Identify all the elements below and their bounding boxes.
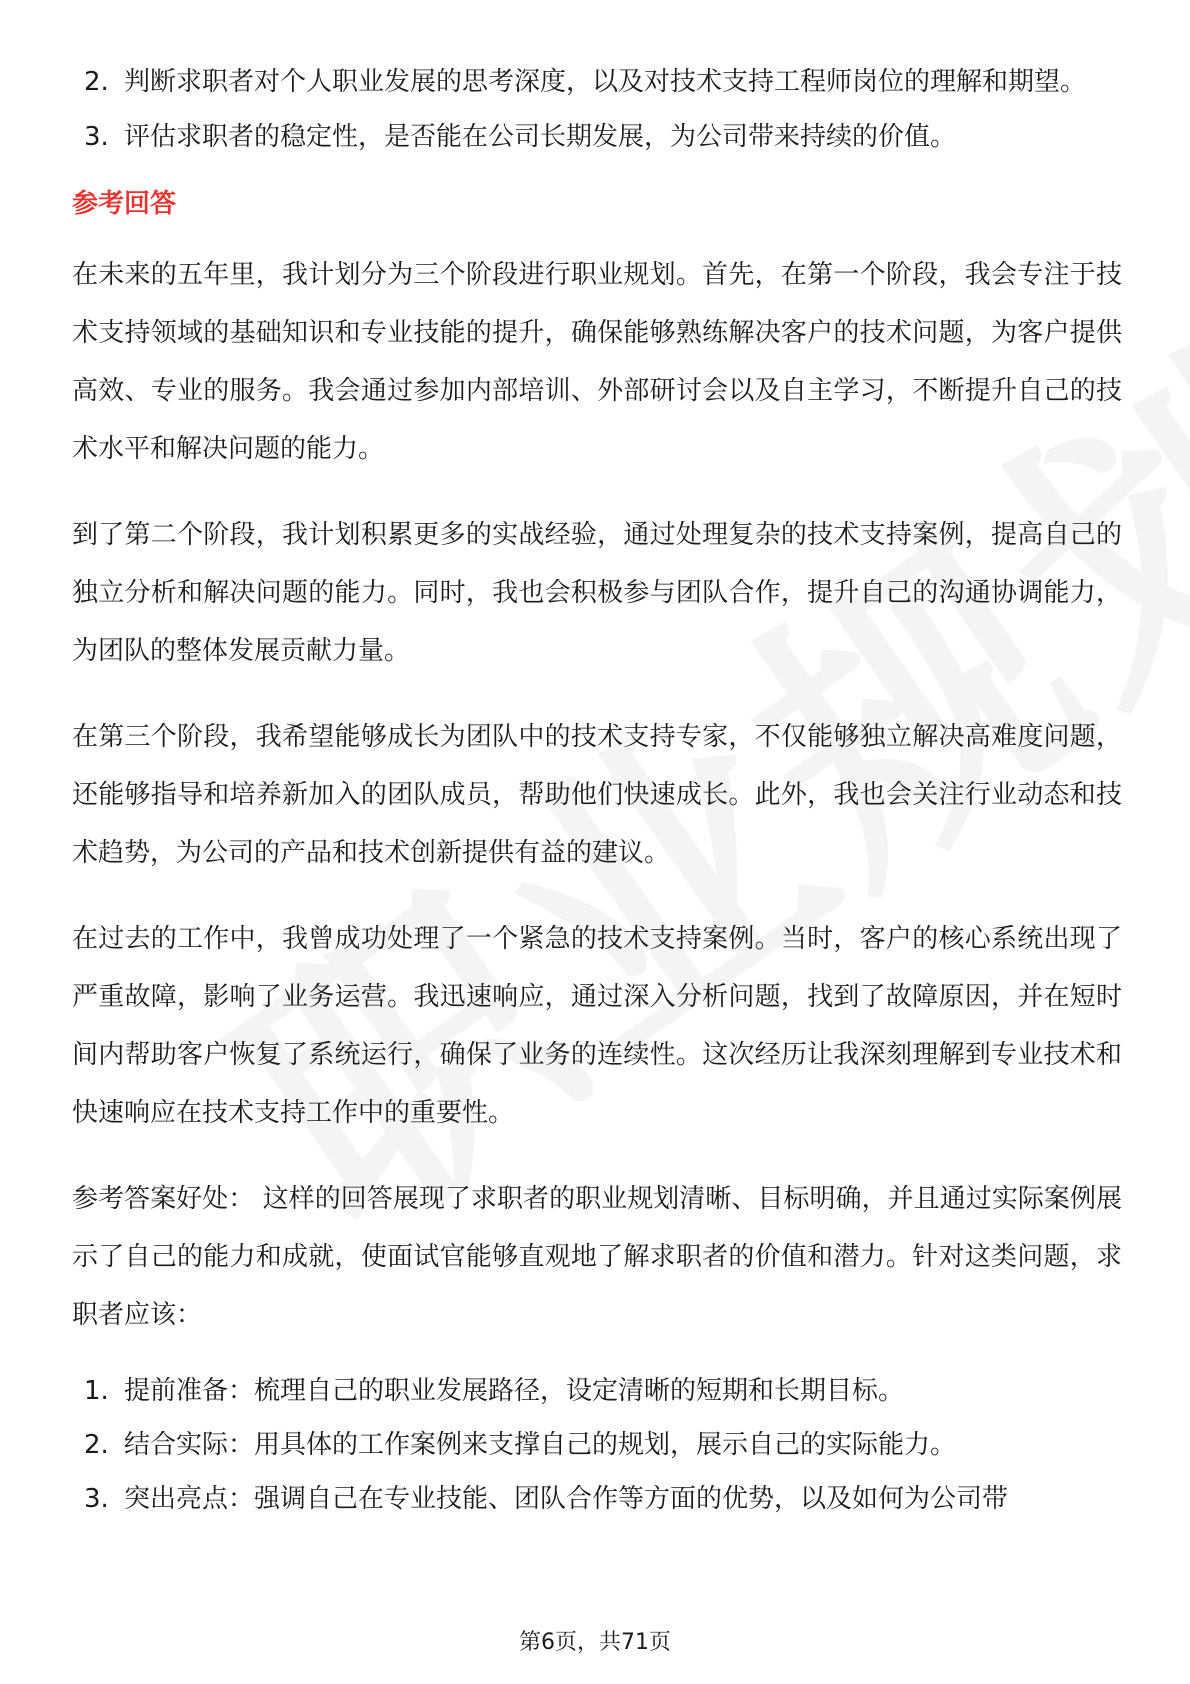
list-item xyxy=(72,1472,1122,1526)
list-item xyxy=(72,110,1122,165)
list-text: 结合实际：用具体的工作案例来支撑自己的规划，展示自己的实际能力。 xyxy=(124,1430,957,1460)
answer-paragraph: 在过去的工作中，我曾成功处理了一个紧急的技术支持案例。当时，客户的核心系统出现了严重故障，影响了业务运营。我迅速响应，通过深入分析问题，找到了故障原因，并在短时间内帮助客户恢复了系统运行，确保了业务的连续性。这次经历让我深刻理解到专业技术和快速响应在技术支持工作中的重要性。 xyxy=(72,924,1122,1128)
criteria-list xyxy=(72,55,1122,165)
list-number: 3. xyxy=(84,1484,109,1514)
list-text: 突出亮点：强调自己在专业技能、团队合作等方面的优势，以及如何为公司带 xyxy=(124,1484,1009,1514)
answer-paragraph: 在未来的五年里，我计划分为三个阶段进行职业规划。首先，在第一个阶段，我会专注于技术支持领域的基础知识和专业技能的提升，确保能够熟练解决客户的技术问题，为客户提供高效、专业的服务。我会通过参加内部培训、外部研讨会以及自主学习，不断提升自己的技术水平和解决问题的能力。 xyxy=(72,260,1122,464)
list-text: 提前准备：梳理自己的职业发展路径，设定清晰的短期和长期目标。 xyxy=(124,1376,905,1406)
list-item xyxy=(72,55,1122,110)
list-number: 2. xyxy=(84,67,109,97)
benefit-paragraph: 参考答案好处： 这样的回答展现了求职者的职业规划清晰、目标明确，并且通过实际案例展示了自己的能力和成就，使面试官能够直观地了解求职者的价值和潜力。针对这类问题，求职者应该： xyxy=(72,1184,1122,1330)
page-content xyxy=(72,55,1122,1526)
list-item xyxy=(72,1364,1122,1418)
answer-paragraph: 在第三个阶段，我希望能够成长为团队中的技术支持专家，不仅能够独立解决高难度问题，还能够指导和培养新加入的团队成员，帮助他们快速成长。此外，我也会关注行业动态和技术趋势，为公司的产品和技术创新提供有益的建议。 xyxy=(72,722,1122,868)
answer-paragraph: 到了第二个阶段，我计划积累更多的实战经验，通过处理复杂的技术支持案例，提高自己的独立分析和解决问题的能力。同时，我也会积极参与团队合作，提升自己的沟通协调能力，为团队的整体发展贡献力量。 xyxy=(72,520,1122,666)
list-number: 2. xyxy=(84,1430,109,1460)
section-heading: 参考回答 xyxy=(72,189,177,219)
list-text: 评估求职者的稳定性，是否能在公司长期发展，为公司带来持续的价值。 xyxy=(124,122,957,152)
list-number: 3. xyxy=(84,122,109,152)
list-text: 判断求职者对个人职业发展的思考深度，以及对技术支持工程师岗位的理解和期望。 xyxy=(124,67,1087,97)
list-item xyxy=(72,1418,1122,1472)
page-footer: 第6页，共71页 xyxy=(519,1630,671,1655)
list-number: 1. xyxy=(84,1376,109,1406)
tips-list xyxy=(72,1364,1122,1526)
